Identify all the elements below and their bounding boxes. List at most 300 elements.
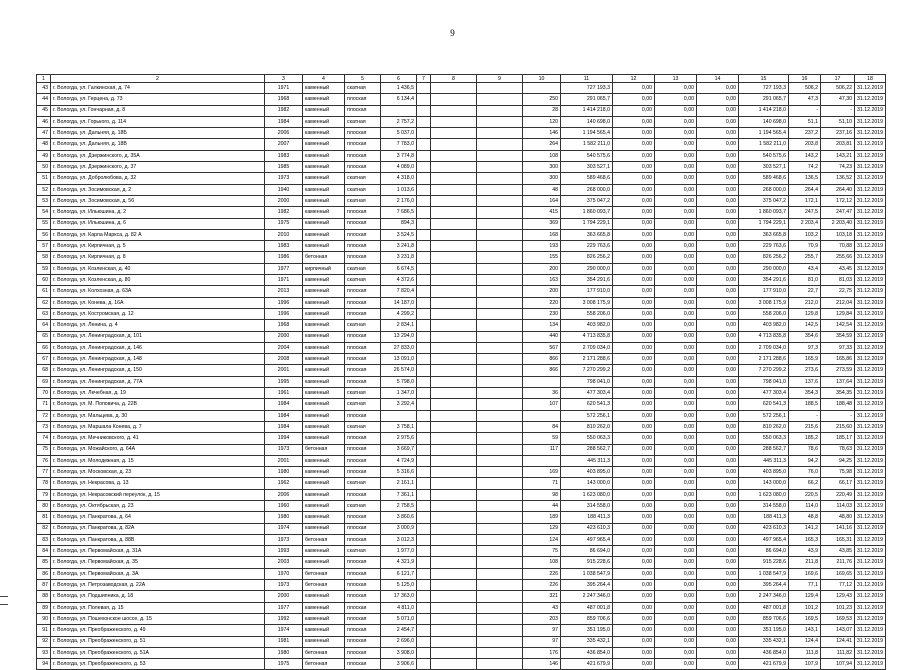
table-cell: [417, 613, 431, 624]
table-cell: 3 758,1: [381, 421, 417, 432]
table-cell: 395 264,4: [739, 580, 789, 591]
table-cell: 354,35: [821, 388, 855, 399]
table-cell: 0,00: [655, 534, 697, 545]
table-cell: 0,00: [697, 410, 739, 421]
table-cell: плоская: [345, 659, 381, 670]
table-row: [37, 388, 886, 399]
table-cell: 0,00: [697, 478, 739, 489]
table-cell: [477, 399, 523, 410]
table-cell: 1974: [265, 523, 303, 534]
table-cell: 0,00: [613, 478, 655, 489]
table-cell: [417, 444, 431, 455]
table-cell: 31.12.2019: [855, 421, 886, 432]
table-cell: [431, 105, 477, 116]
table-cell: 185,2: [789, 433, 821, 444]
table-cell: 1 623 080,0: [739, 489, 789, 500]
table-cell: 0,00: [655, 455, 697, 466]
table-cell: [417, 173, 431, 184]
table-cell: 86 694,0: [561, 546, 613, 557]
table-cell: 1973: [265, 580, 303, 591]
table-cell: 0,00: [613, 83, 655, 94]
table-cell: плоская: [345, 534, 381, 545]
table-cell: [477, 602, 523, 613]
table-cell: 0,00: [613, 500, 655, 511]
table-cell: 0,00: [655, 354, 697, 365]
table-cell: 2 709 034,0: [561, 342, 613, 353]
table-cell: 86 694,0: [739, 546, 789, 557]
table-cell: 0,00: [655, 557, 697, 568]
table-cell: 59: [523, 433, 561, 444]
table-cell: 0,00: [697, 173, 739, 184]
table-cell: 0,00: [613, 410, 655, 421]
table-cell: плоская: [345, 241, 381, 252]
table-cell: [431, 534, 477, 545]
table-row: [37, 116, 886, 127]
column-number-11: 11: [561, 75, 613, 83]
column-number-12: 12: [613, 75, 655, 83]
table-cell: 0,00: [655, 229, 697, 240]
table-cell: 0,00: [655, 342, 697, 353]
table-cell: 0,00: [655, 162, 697, 173]
table-cell: бетонная: [303, 444, 345, 455]
table-cell: 354 291,6: [561, 275, 613, 286]
table-cell: 136,52: [821, 173, 855, 184]
table-cell: 64: [37, 320, 51, 331]
table-cell: 0,00: [697, 94, 739, 105]
page-number: 9: [450, 28, 455, 38]
table-cell: г. Вологда, ул. Молодежная, д. 15: [51, 455, 265, 466]
table-cell: [431, 647, 477, 658]
table-cell: 230: [523, 308, 561, 319]
table-row: [37, 659, 886, 670]
table-cell: 31.12.2019: [855, 557, 886, 568]
table-cell: [477, 275, 523, 286]
table-cell: г. Вологда, ул. Зосимовская, д. 2: [51, 184, 265, 195]
table-cell: [431, 568, 477, 579]
table-cell: [431, 455, 477, 466]
table-cell: 0,00: [697, 128, 739, 139]
table-cell: скатная: [345, 195, 381, 206]
table-cell: 188,5: [789, 399, 821, 410]
table-cell: 354,59: [821, 331, 855, 342]
table-cell: 4 318,0: [381, 173, 417, 184]
column-number-18: 18: [855, 75, 886, 83]
table-cell: 31.12.2019: [855, 546, 886, 557]
table-row: [37, 184, 886, 195]
table-cell: 300: [523, 162, 561, 173]
table-cell: скатная: [345, 478, 381, 489]
table-cell: 81: [37, 512, 51, 523]
table-cell: каменный: [303, 354, 345, 365]
table-cell: [431, 580, 477, 591]
table-cell: 0,00: [697, 568, 739, 579]
table-cell: 14 187,0: [381, 297, 417, 308]
table-cell: 0,00: [613, 229, 655, 240]
table-cell: 52: [37, 184, 51, 195]
table-cell: плоская: [345, 150, 381, 161]
table-cell: 2 696,0: [381, 636, 417, 647]
table-cell: 137,6: [789, 376, 821, 387]
table-cell: 0,00: [697, 105, 739, 116]
table-cell: [431, 297, 477, 308]
table-cell: [477, 625, 523, 636]
table-cell: 1996: [265, 297, 303, 308]
table-cell: [431, 286, 477, 297]
table-cell: 1970: [265, 568, 303, 579]
table-cell: 0,00: [613, 241, 655, 252]
table-cell: 51,1: [789, 116, 821, 127]
table-cell: 93: [37, 647, 51, 658]
table-cell: 5 798,0: [381, 376, 417, 387]
table-row: [37, 105, 886, 116]
table-cell: 59: [37, 263, 51, 274]
table-cell: 0,00: [697, 195, 739, 206]
table-cell: 97,3: [789, 342, 821, 353]
table-cell: 3 774,8: [381, 150, 417, 161]
table-cell: скатная: [345, 388, 381, 399]
table-cell: 31.12.2019: [855, 297, 886, 308]
table-cell: г. Вологда, ул. Мальцева, д. 30: [51, 410, 265, 421]
table-cell: 0,00: [697, 320, 739, 331]
table-cell: 1 414 218,0: [561, 105, 613, 116]
table-cell: [417, 229, 431, 240]
table-cell: [477, 105, 523, 116]
table-cell: 169,6: [789, 568, 821, 579]
table-cell: скатная: [345, 320, 381, 331]
table-cell: 200: [523, 286, 561, 297]
table-cell: 7 270 299,2: [739, 365, 789, 376]
table-cell: 43: [37, 83, 51, 94]
table-cell: 0,00: [655, 399, 697, 410]
table-cell: каменный: [303, 173, 345, 184]
table-cell: г. Вологда, ул. Ленинградская, д. 146: [51, 342, 265, 353]
table-cell: 1973: [265, 534, 303, 545]
table-cell: 0,00: [613, 568, 655, 579]
table-cell: 70: [37, 388, 51, 399]
table-cell: 46: [37, 116, 51, 127]
table-cell: 436 854,0: [561, 647, 613, 658]
table-cell: 0,00: [613, 263, 655, 274]
table-cell: 31.12.2019: [855, 83, 886, 94]
table-cell: 31.12.2019: [855, 636, 886, 647]
table-cell: [477, 173, 523, 184]
table-cell: 5 316,6: [381, 467, 417, 478]
table-cell: 0,00: [613, 613, 655, 624]
table-cell: [431, 229, 477, 240]
table-cell: 436 854,0: [739, 647, 789, 658]
table-cell: 229 763,6: [561, 241, 613, 252]
table-cell: г. Вологда, ул. Ленина, д. 4: [51, 320, 265, 331]
table-cell: 31.12.2019: [855, 580, 886, 591]
table-cell: 101,2: [789, 602, 821, 613]
table-cell: 31.12.2019: [855, 534, 886, 545]
table-cell: 0,00: [655, 523, 697, 534]
table-cell: 87: [37, 580, 51, 591]
table-cell: каменный: [303, 399, 345, 410]
table-cell: 0,00: [613, 636, 655, 647]
table-cell: 5 125,0: [381, 580, 417, 591]
table-cell: 141,16: [821, 523, 855, 534]
table-cell: г. Вологда, ул. Первомайская, д. 31А: [51, 546, 265, 557]
table-cell: г. Вологда, ул. Кирпичная, д. 5: [51, 241, 265, 252]
table-cell: [417, 557, 431, 568]
table-cell: г. Вологда, ул. Дальняя, д. 18В: [51, 139, 265, 150]
table-cell: [431, 613, 477, 624]
table-cell: 1984: [265, 410, 303, 421]
table-row: [37, 410, 886, 421]
table-cell: 1996: [265, 308, 303, 319]
table-cell: 188,48: [821, 399, 855, 410]
table-cell: 915 228,6: [739, 557, 789, 568]
table-cell: 2013: [265, 286, 303, 297]
table-cell: 188 411,3: [561, 512, 613, 523]
table-cell: 572 256,1: [561, 410, 613, 421]
table-cell: 423 610,3: [739, 523, 789, 534]
table-cell: скатная: [345, 83, 381, 94]
table-cell: 0,00: [655, 263, 697, 274]
table-cell: бетонная: [303, 568, 345, 579]
table-row: [37, 591, 886, 602]
table-row: [37, 128, 886, 139]
table-cell: 4 089,0: [381, 162, 417, 173]
table-cell: [431, 410, 477, 421]
table-cell: 1 623 080,0: [561, 489, 613, 500]
table-cell: 111,82: [821, 647, 855, 658]
table-cell: 0,00: [697, 455, 739, 466]
table-cell: 1975: [265, 659, 303, 670]
table-row: [37, 207, 886, 218]
table-cell: 0,00: [697, 297, 739, 308]
table-cell: 31.12.2019: [855, 647, 886, 658]
table-cell: 0,00: [697, 659, 739, 670]
table-cell: 142,5: [789, 320, 821, 331]
table-cell: [431, 139, 477, 150]
table-cell: [431, 207, 477, 218]
table-cell: 129,4: [789, 591, 821, 602]
table-cell: 0,00: [655, 320, 697, 331]
table-cell: плоская: [345, 557, 381, 568]
table-cell: [417, 636, 431, 647]
table-row: [37, 613, 886, 624]
table-cell: 288 562,7: [561, 444, 613, 455]
table-cell: г. Вологда, ул. Петрозаводская, д. 22А: [51, 580, 265, 591]
table-cell: 403 982,0: [739, 320, 789, 331]
table-cell: [417, 162, 431, 173]
table-cell: 75,98: [821, 467, 855, 478]
table-cell: [523, 83, 561, 94]
table-cell: 43,9: [789, 546, 821, 557]
table-cell: 237,16: [821, 128, 855, 139]
table-cell: 0,00: [697, 636, 739, 647]
table-cell: 0,00: [655, 478, 697, 489]
table-cell: [477, 320, 523, 331]
table-cell: плоская: [345, 444, 381, 455]
table-cell: [477, 580, 523, 591]
table-cell: 74,23: [821, 162, 855, 173]
table-cell: каменный: [303, 207, 345, 218]
table-cell: 66,2: [789, 478, 821, 489]
table-cell: 237,2: [789, 128, 821, 139]
table-cell: г. Вологда, ул. Панкратова, д. 82А: [51, 523, 265, 534]
table-cell: скатная: [345, 399, 381, 410]
table-cell: 75: [37, 444, 51, 455]
table-row: [37, 512, 886, 523]
table-cell: 0,00: [613, 94, 655, 105]
table-cell: [417, 512, 431, 523]
table-cell: плоская: [345, 512, 381, 523]
table-cell: 114,03: [821, 500, 855, 511]
table-cell: г. Вологда, ул. Преображенского, д. 51: [51, 636, 265, 647]
table-cell: 0,00: [697, 433, 739, 444]
table-cell: [417, 218, 431, 229]
table-cell: 143,07: [821, 625, 855, 636]
table-cell: скатная: [345, 500, 381, 511]
table-row: [37, 489, 886, 500]
table-cell: 143,21: [821, 150, 855, 161]
table-cell: 55: [37, 218, 51, 229]
table-cell: г. Вологда, ул. Первомайская, д. 35: [51, 557, 265, 568]
table-cell: 1 038 547,9: [739, 568, 789, 579]
table-cell: 268 000,0: [561, 184, 613, 195]
table-cell: 1971: [265, 83, 303, 94]
table-cell: 0,00: [613, 444, 655, 455]
table-cell: 51: [37, 173, 51, 184]
table-cell: бетонная: [303, 580, 345, 591]
table-cell: 2 203,40: [821, 218, 855, 229]
table-cell: [431, 128, 477, 139]
table-cell: 2 834,1: [381, 320, 417, 331]
table-cell: 70,9: [789, 241, 821, 252]
table-cell: [417, 625, 431, 636]
table-cell: каменный: [303, 139, 345, 150]
table-cell: 211,8: [789, 557, 821, 568]
table-cell: [477, 568, 523, 579]
table-cell: 84: [523, 421, 561, 432]
table-cell: 1 013,6: [381, 184, 417, 195]
table-cell: 540 575,6: [561, 150, 613, 161]
table-cell: 421 679,9: [739, 659, 789, 670]
table-cell: 0,00: [697, 546, 739, 557]
table-cell: плоская: [345, 636, 381, 647]
table-cell: 73: [37, 421, 51, 432]
table-cell: 31.12.2019: [855, 602, 886, 613]
table-cell: [431, 636, 477, 647]
table-cell: плоская: [345, 568, 381, 579]
table-cell: г. Вологда, ул. Лечебная, д. 19: [51, 388, 265, 399]
table-cell: 0,00: [697, 252, 739, 263]
table-cell: [417, 591, 431, 602]
table-cell: 268 000,0: [739, 184, 789, 195]
table-cell: 13 294,0: [381, 331, 417, 342]
table-cell: 0,00: [613, 275, 655, 286]
table-cell: 51,10: [821, 116, 855, 127]
table-cell: 314 558,0: [739, 500, 789, 511]
table-cell: 117: [523, 444, 561, 455]
margin-mark: [0, 604, 8, 605]
table-cell: 354,6: [789, 331, 821, 342]
table-cell: 48,8: [789, 512, 821, 523]
table-cell: г. Вологда, ул. Ленинградская, д. 150: [51, 365, 265, 376]
table-cell: 0,00: [613, 162, 655, 173]
table-cell: 572 256,1: [739, 410, 789, 421]
table-cell: [431, 162, 477, 173]
table-cell: 0,00: [697, 489, 739, 500]
table-cell: плоская: [345, 297, 381, 308]
table-cell: 189: [523, 512, 561, 523]
table-cell: [431, 467, 477, 478]
table-cell: 589 468,6: [739, 173, 789, 184]
table-cell: 1992: [265, 613, 303, 624]
table-cell: г. Вологда, ул. Подшипника, д. 18: [51, 591, 265, 602]
table-cell: 0,00: [655, 444, 697, 455]
table-cell: 4 713 835,8: [739, 331, 789, 342]
table-cell: [477, 365, 523, 376]
table-row: [37, 275, 886, 286]
table-cell: 124: [523, 534, 561, 545]
table-cell: [417, 150, 431, 161]
table-cell: 5 037,0: [381, 128, 417, 139]
table-cell: 103,18: [821, 229, 855, 240]
table-cell: 1 794 229,1: [561, 218, 613, 229]
table-cell: 108: [523, 557, 561, 568]
table-row: [37, 546, 886, 557]
table-cell: 0,00: [697, 591, 739, 602]
table-cell: [431, 195, 477, 206]
table-cell: 2000: [265, 195, 303, 206]
table-cell: 0,00: [613, 342, 655, 353]
table-cell: 335 432,1: [561, 636, 613, 647]
margin-mark: [0, 596, 8, 597]
table-cell: [431, 433, 477, 444]
table-cell: 0,00: [697, 580, 739, 591]
table-cell: 31.12.2019: [855, 399, 886, 410]
table-cell: 0,00: [655, 365, 697, 376]
table-row: [37, 625, 886, 636]
table-cell: 0,00: [613, 331, 655, 342]
table-cell: 0,00: [613, 286, 655, 297]
table-cell: 727 193,3: [561, 83, 613, 94]
table-cell: 76,0: [789, 467, 821, 478]
table-cell: 90: [37, 613, 51, 624]
column-number-2: 2: [51, 75, 265, 83]
table-cell: [417, 602, 431, 613]
column-number-8: 8: [431, 75, 477, 83]
table-cell: 31.12.2019: [855, 625, 886, 636]
table-cell: 226: [523, 580, 561, 591]
table-cell: [417, 523, 431, 534]
table-cell: 2006: [265, 489, 303, 500]
table-cell: 75: [523, 546, 561, 557]
table-cell: 0,00: [613, 421, 655, 432]
table-cell: 0,00: [613, 376, 655, 387]
table-cell: 810 262,0: [561, 421, 613, 432]
table-cell: [431, 252, 477, 263]
table-cell: 3 241,8: [381, 241, 417, 252]
table-cell: [417, 297, 431, 308]
table-row: [37, 241, 886, 252]
table-cell: 146: [523, 128, 561, 139]
table-cell: 4 724,9: [381, 455, 417, 466]
table-cell: 1982: [265, 105, 303, 116]
table-row: [37, 286, 886, 297]
table-cell: каменный: [303, 376, 345, 387]
table-row: [37, 500, 886, 511]
table-cell: 61: [37, 286, 51, 297]
table-cell: 31.12.2019: [855, 116, 886, 127]
table-cell: плоская: [345, 625, 381, 636]
table-cell: [431, 602, 477, 613]
table-cell: [417, 184, 431, 195]
